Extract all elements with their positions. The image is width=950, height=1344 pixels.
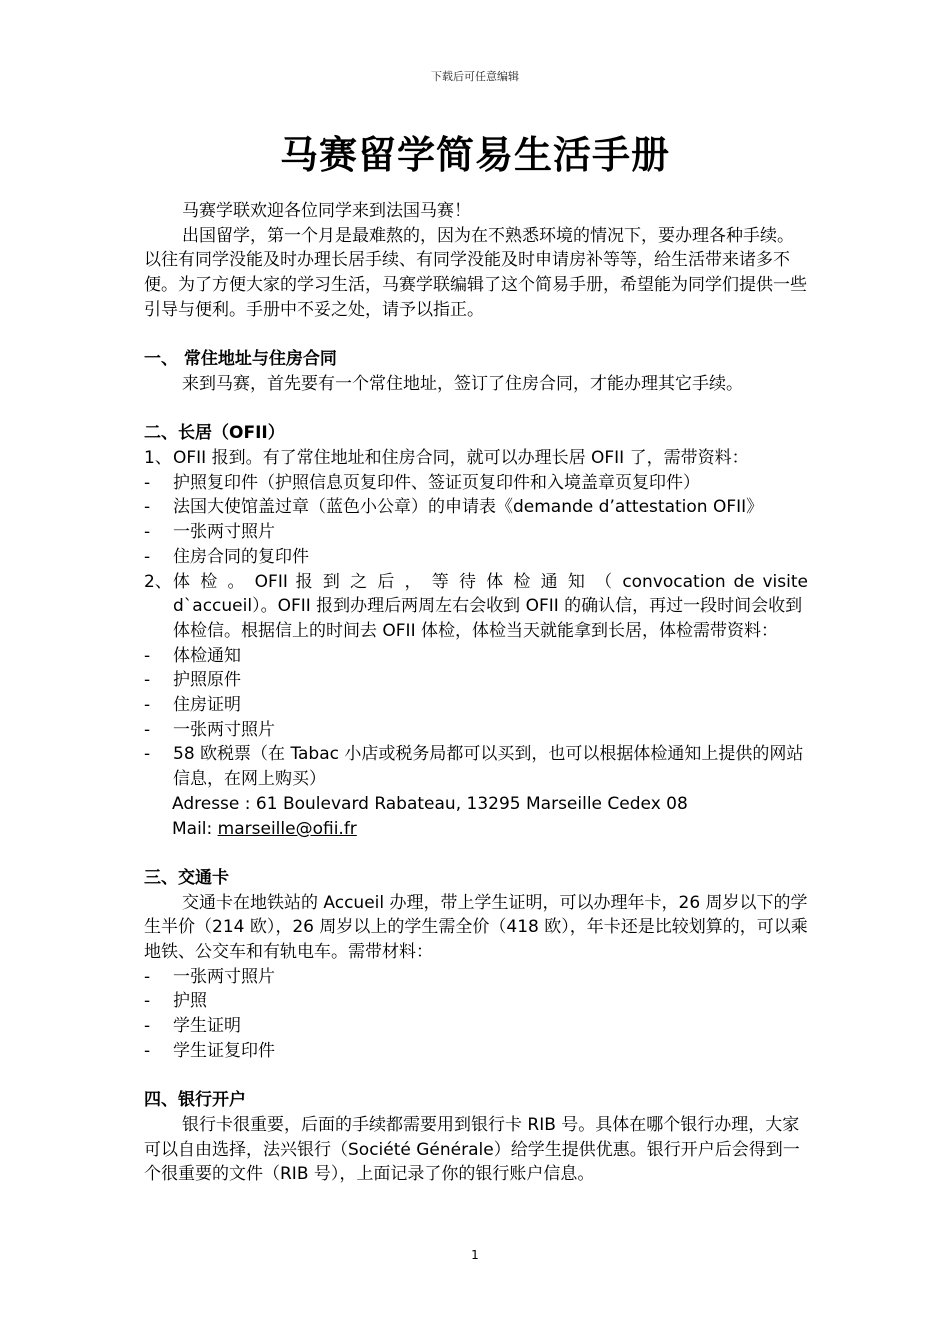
list-item-text: 一张两寸照片: [173, 522, 275, 543]
list-item: [144, 471, 808, 496]
list-item: [144, 742, 808, 791]
bullet-dash: -: [144, 1016, 151, 1037]
section-1-heading: 一、 常住地址与住房合同: [144, 349, 337, 370]
list-item-text: 一张两寸照片: [173, 719, 275, 740]
list-item-text: 一张两寸照片: [173, 966, 275, 987]
list-item: [144, 520, 808, 545]
step-1-text: OFII 报到。有了常住地址和住房合同，就可以办理长居 OFII 了，需带资料：: [173, 448, 749, 468]
intro-welcome: 马赛学联欢迎各位同学来到法国马赛！: [182, 201, 471, 221]
section-4-text: 银行卡很重要，后面的手续都需要用到银行卡 RIB 号。具体在哪个银行办理，大家可以自由选择，法兴银行（Société Générale）给学生提供优惠。银行开户后会得到一个很重要的文件（RIB 号），上面记录了你的银行账户信息。: [144, 1114, 800, 1185]
list-item: [144, 545, 808, 570]
step-2: [144, 570, 808, 644]
bullet-dash: -: [144, 744, 151, 765]
list-item: [144, 965, 808, 990]
mail-link[interactable]: marseille@ofii.fr: [217, 818, 357, 839]
list-item: [144, 1039, 808, 1064]
list-item-text: 护照复印件（护照信息页复印件、签证页复印件和入境盖章页复印件）: [173, 472, 700, 493]
section-2-heading: 二、长居（OFII）: [144, 423, 285, 444]
bullet-dash: -: [144, 991, 151, 1012]
document-title: 马赛留学简易生活手册: [279, 133, 670, 177]
page-number: 1: [471, 1248, 479, 1262]
list-item-text: 学生证复印件: [173, 1040, 275, 1061]
bullet-dash: -: [144, 695, 151, 716]
step-2-text: d`accueil）。OFII 报到办理后两周左右会收到 OFII 的确认信，再过一段时间会收到体检信。根据信上的时间去 OFII 体检，体检当天就能拿到长居，体检需带资料：: [173, 596, 803, 641]
bullet-dash: -: [144, 497, 151, 518]
bullet-dash: -: [144, 546, 151, 567]
list-item-text: 住房合同的复印件: [173, 546, 309, 567]
list-item-text: 护照原件: [173, 670, 241, 691]
header-note: 下载后可任意编辑: [431, 70, 519, 83]
list-item: [144, 1014, 808, 1039]
list-item: [144, 668, 808, 693]
bullet-dash: -: [144, 472, 151, 493]
section-1-text: 来到马赛，首先要有一个常住地址，签订了住房合同，才能办理其它手续。: [182, 373, 743, 394]
mail-label: Mail:: [172, 818, 218, 839]
intro-paragraph: 出国留学，第一个月是最难熬的，因为在不熟悉环境的情况下，要办理各种手续。以往有同学没能及时办理长居手续、有同学没能及时申请房补等等，给生活带来诸多不便。为了方便大家的学习生活，马赛学联编辑了这个简易手册，希望能为同学们提供一些引导与便利。手册中不妥之处，请予以指正。: [144, 225, 807, 320]
list-item-text: 住房证明: [173, 695, 241, 716]
bullet-dash: -: [144, 719, 151, 740]
step-1-number: 1、: [144, 448, 172, 468]
list-item-text: 法国大使馆盖过章（蓝色小公章）的申请表《demande d’attestation OFII》: [173, 497, 764, 518]
step-2-number: 2、: [144, 571, 172, 592]
list-item: [144, 718, 808, 743]
step-1: [144, 446, 808, 471]
bullet-dash: -: [144, 522, 151, 543]
list-item-text: 58 欧税票（在 Tabac 小店或税务局都可以买到，也可以根据体检通知上提供的网站信息，在网上购买）: [173, 744, 804, 790]
section-3-text: 交通卡在地铁站的 Accueil 办理，带上学生证明，可以办理年卡，26 周岁以下的学生半价（214 欧），26 周岁以上的学生需全价（418 欧），年卡还是比较划算的，可以乘地铁、公交车和有轨电车。需带材料：: [144, 892, 808, 963]
list-item: [144, 644, 808, 669]
bullet-dash: -: [144, 1040, 151, 1061]
ofii-mail: [144, 817, 808, 842]
document-body: [144, 199, 808, 1187]
bullet-dash: -: [144, 966, 151, 987]
ofii-address: Adresse : 61 Boulevard Rabateau, 13295 Marseille Cedex 08: [172, 793, 688, 814]
bullet-dash: -: [144, 670, 151, 691]
section-4-heading: 四、银行开户: [144, 1090, 246, 1111]
section-3-heading: 三、交通卡: [144, 867, 229, 888]
list-item: [144, 693, 808, 718]
list-item: [144, 989, 808, 1014]
list-item-text: 体检通知: [173, 645, 241, 666]
step-2-first-line: 体 检 。 OFII 报 到 之 后 ， 等 待 体 检 通 知 （ convocation de visite: [173, 571, 808, 592]
list-item: [144, 495, 808, 520]
list-item-text: 学生证明: [173, 1016, 241, 1037]
list-item-text: 护照: [173, 991, 207, 1012]
bullet-dash: -: [144, 645, 151, 666]
